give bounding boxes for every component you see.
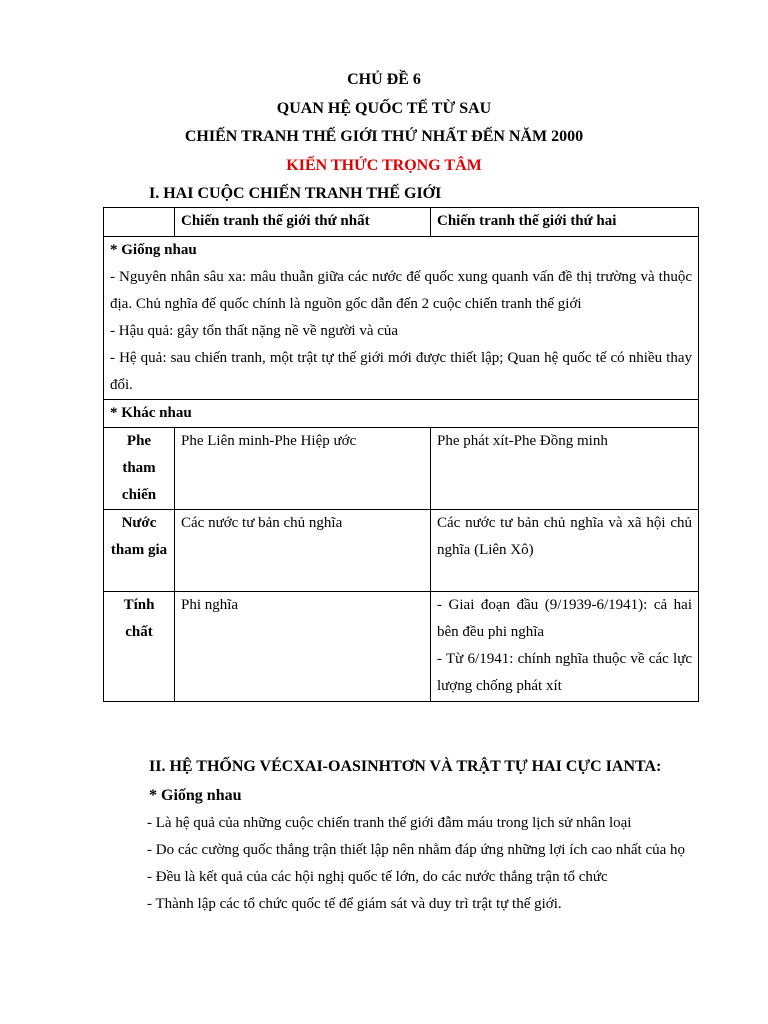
- ww2-participants-cell: [431, 510, 699, 592]
- title-line-1: QUAN HỆ QUỐC TẾ TỪ SAU: [276, 100, 492, 117]
- header-empty-cell: [104, 208, 175, 237]
- subtitle-key-knowledge: KIẾN THỨC TRỌNG TÂM: [286, 157, 482, 174]
- header-ww1: Chiến tranh thế giới thứ nhất: [175, 208, 431, 237]
- ww2-nature-line: - Giai đoạn đầu (9/1939-6/1941): cả hai bên đều phi nghĩa: [437, 597, 692, 640]
- section1-heading: I. HAI CUỘC CHIẾN TRANH THẾ GIỚI: [149, 185, 442, 202]
- similarities-label: * Giống nhau: [110, 242, 197, 258]
- section2-body: [103, 810, 693, 918]
- differences-label: * Khác nhau: [110, 405, 192, 421]
- header-ww2: Chiến tranh thế giới thứ hai: [431, 208, 699, 237]
- ww2-nature-cell: [431, 592, 699, 702]
- ww2-nature-line: - Từ 6/1941: chính nghĩa thuộc về các lực lượng chống phát xít: [437, 651, 692, 694]
- row-label-participants: Nước tham gia: [104, 510, 175, 592]
- row-label-belligerents: Phe tham chiến: [104, 428, 175, 510]
- similarity-line: - Hậu quả: gây tổn thất nặng nề về người và của: [110, 323, 399, 339]
- ww1-belligerents: Phe Liên minh-Phe Hiệp ước: [175, 428, 431, 510]
- similarities-row: [104, 237, 699, 400]
- section2-line: - Do các cường quốc thắng trận thiết lập nên nhằm đáp ứng những lợi ích cao nhất của họ: [147, 842, 686, 858]
- section2-heading: II. HỆ THỐNG VÉCXAI-OASINHTƠN VÀ TRẬT TỰ HAI CỰC IANTA:: [149, 758, 662, 775]
- row-label-nature: Tính chất: [104, 592, 175, 702]
- differences-label-row: [104, 400, 699, 428]
- similarity-line: - Nguyên nhân sâu xa: mâu thuẫn giữa các nước đế quốc xung quanh vấn đề thị trường và thuộc địa. Chủ nghĩa đế quốc chính là nguồn gốc dẫn đến 2 cuộc chiến tranh thế giới: [110, 269, 692, 312]
- title-line-2: CHIẾN TRANH THẾ GIỚI THỨ NHẤT ĐẾN NĂM 2000: [184, 128, 584, 145]
- table-header-row: [104, 208, 699, 237]
- differences-label-cell: [104, 400, 699, 428]
- section2-similarities-label: * Giống nhau: [149, 787, 242, 804]
- table-row: [104, 510, 699, 592]
- section2-line: - Đều là kết quả của các hội nghị quốc tế lớn, do các nước thắng trận tổ chức: [147, 869, 608, 885]
- topic-title: CHỦ ĐỀ 6: [347, 71, 421, 88]
- section2-line: - Thành lập các tổ chức quốc tế để giám sát và duy trì trật tự thế giới.: [147, 896, 562, 912]
- section2-line: - Là hệ quả của những cuộc chiến tranh thế giới đẫm máu trong lịch sử nhân loại: [147, 815, 632, 831]
- similarity-line: - Hệ quả: sau chiến tranh, một trật tự thế giới mới được thiết lập; Quan hệ quốc tế có nhiều thay đổi.: [110, 350, 692, 393]
- ww2-belligerents-cell: [431, 428, 699, 510]
- table-row: [104, 592, 699, 702]
- table-row: [104, 428, 699, 510]
- ww2-belligerents: Phe phát xít-Phe Đồng minh: [437, 433, 608, 449]
- comparison-table: [103, 207, 699, 702]
- similarities-cell: [104, 237, 699, 400]
- ww1-participants: Các nước tư bản chủ nghĩa: [175, 510, 431, 592]
- ww2-participants: Các nước tư bản chủ nghĩa và xã hội chủ nghĩa (Liên Xô): [437, 515, 692, 558]
- ww1-nature: Phi nghĩa: [175, 592, 431, 702]
